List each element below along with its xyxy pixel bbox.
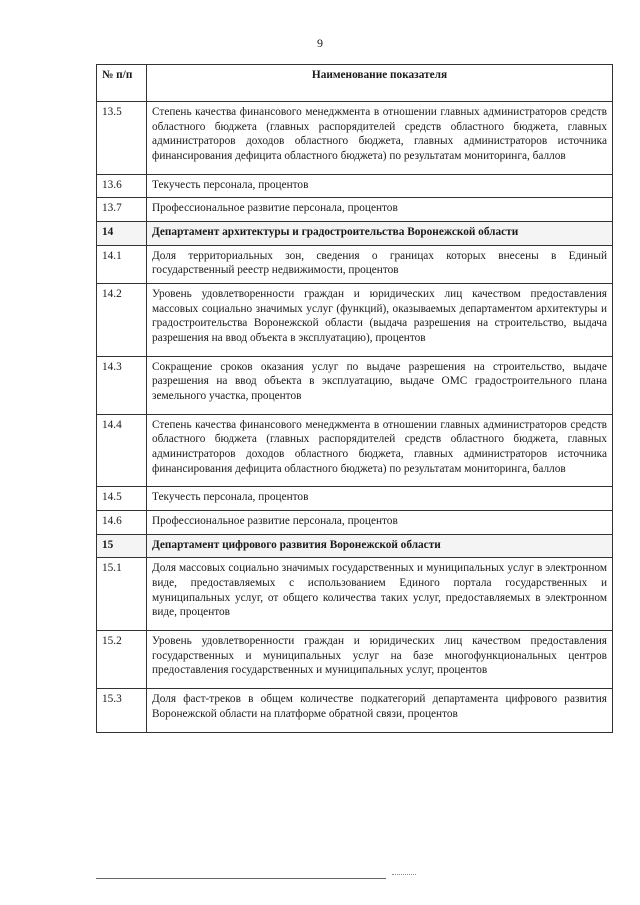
table-row xyxy=(97,174,613,198)
indicator-name: Департамент архитектуры и градостроительства Воронежской области xyxy=(147,222,613,246)
indicator-name: Доля территориальных зон, сведения о границах которых внесены в Единый государственный реестр недвижимости, процентов xyxy=(147,245,613,283)
row-number: 15 xyxy=(97,534,147,558)
table-row xyxy=(97,511,613,535)
table-row xyxy=(97,487,613,511)
row-number: 14.1 xyxy=(97,245,147,283)
table-row xyxy=(97,689,613,732)
indicator-name: Степень качества финансового менеджмента в отношении главных администраторов средств областного бюджета (главных распорядителей средств областного бюджета, главных администраторов доходов областного бюджета, главных администраторов источника финансирования дефицита областного бюджета) по результатам мониторинга, баллов xyxy=(147,102,613,175)
table-row xyxy=(97,198,613,222)
indicator-name: Доля фаст-треков в общем количестве подкатегорий департамента цифрового развития Воронежской области на платформе обратной связи, процентов xyxy=(147,689,613,732)
table-body xyxy=(97,102,613,733)
indicator-name: Сокращение сроков оказания услуг по выдаче разрешения на строительство, выдаче разрешения на ввод объекта в эксплуатацию, выдаче ОМС градостроительного плана земельного участка, процентов xyxy=(147,356,613,414)
row-number: 13.6 xyxy=(97,174,147,198)
row-number: 14.2 xyxy=(97,284,147,357)
indicator-name: Доля массовых социально значимых государственных и муниципальных услуг в электронном виде, предоставляемых с использованием Единого портала государственных и муниципальных услуг, от общего количества таких услуг, предоставляемых в электронном виде, процентов xyxy=(147,558,613,631)
table-header xyxy=(97,65,613,102)
table-row xyxy=(97,631,613,689)
footer-rule xyxy=(96,878,386,879)
indicator-name: Уровень удовлетворенности граждан и юридических лиц качеством предоставления государственных и муниципальных услуг на базе многофункциональных центров предоставления государственных и муниципальных услуг, процентов xyxy=(147,631,613,689)
column-header-number: № п/п xyxy=(97,65,147,102)
indicator-name: Уровень удовлетворенности граждан и юридических лиц качеством предоставления массовых социально значимых услуг (функций), оказываемых департаментом архитектуры и градостроительства Воронежской области (выдача разрешения на строительство, выдача разрешения на ввод объекта в эксплуатацию), процентов xyxy=(147,284,613,357)
row-number: 15.3 xyxy=(97,689,147,732)
table-header-row xyxy=(97,65,613,102)
table-row xyxy=(97,414,613,487)
indicator-name: Департамент цифрового развития Воронежской области xyxy=(147,534,613,558)
section-row xyxy=(97,222,613,246)
row-number: 13.5 xyxy=(97,102,147,175)
table-row xyxy=(97,245,613,283)
indicator-name: Профессиональное развитие персонала, процентов xyxy=(147,511,613,535)
indicator-name: Профессиональное развитие персонала, процентов xyxy=(147,198,613,222)
indicator-name: Текучесть персонала, процентов xyxy=(147,487,613,511)
section-row xyxy=(97,534,613,558)
column-header-indicator-name: Наименование показателя xyxy=(147,65,613,102)
row-number: 14.3 xyxy=(97,356,147,414)
table-row xyxy=(97,102,613,175)
table-row xyxy=(97,558,613,631)
footer-dotted-mark xyxy=(392,874,416,875)
indicator-name: Текучесть персонала, процентов xyxy=(147,174,613,198)
table-row xyxy=(97,284,613,357)
row-number: 15.2 xyxy=(97,631,147,689)
row-number: 14.6 xyxy=(97,511,147,535)
page-number: 9 xyxy=(317,36,323,50)
row-number: 14.5 xyxy=(97,487,147,511)
row-number: 13.7 xyxy=(97,198,147,222)
indicator-name: Степень качества финансового менеджмента в отношении главных администраторов средств областного бюджета (главных распорядителей средств областного бюджета, главных администраторов доходов областного бюджета, главных администраторов источника финансирования дефицита областного бюджета) по результатам мониторинга, баллов xyxy=(147,414,613,487)
row-number: 15.1 xyxy=(97,558,147,631)
indicators-table xyxy=(96,64,613,733)
row-number: 14.4 xyxy=(97,414,147,487)
table-row xyxy=(97,356,613,414)
row-number: 14 xyxy=(97,222,147,246)
